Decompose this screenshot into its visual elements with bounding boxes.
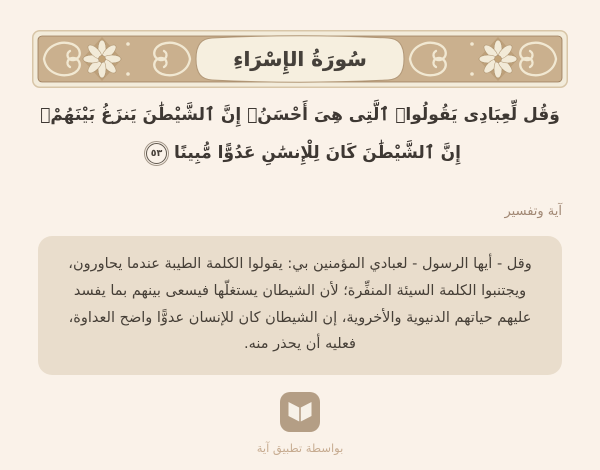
tafsir-text: وقل - أيها الرسول - لعبادي المؤمنين بي: يقولوا الكلمة الطيبة عندما يحاورون، ويجتنبوا الكلمة السيئة المنفِّرة؛ لأن الشيطان يستغلّها فيسعى بينهم بما يفسد عليهم حياتهم الدنيوية والأخروية، إن الشيطان كان للإنسان عدوًّا واضح العداوة، فعليه أن يحذر منه. bbox=[68, 256, 532, 353]
verse-arabic: وَقُل لِّعِبَادِى يَقُولُوا۟ ٱلَّتِى هِىَ أَحْسَنُۚ إِنَّ ٱلشَّيْطَٰنَ يَنزَغُ بَيْنَهُمْۚ إِنَّ ٱلشَّيْطَٰنَ كَانَ لِلْإِنسَٰنِ عَدُوًّا مُّبِينًا bbox=[40, 105, 560, 164]
surah-title: سُورَةُ الإِسْرَاءِ bbox=[233, 47, 367, 71]
ayah-end-marker bbox=[146, 143, 167, 164]
surah-banner bbox=[32, 30, 568, 88]
section-label: آية وتفسير bbox=[504, 204, 562, 219]
footer bbox=[0, 392, 600, 455]
open-book-icon bbox=[280, 392, 320, 432]
attribution-text: بواسطة تطبيق آية bbox=[256, 441, 344, 455]
verse-text bbox=[30, 96, 570, 173]
tafsir-card bbox=[38, 236, 562, 375]
ayah-number: ٥٣ bbox=[150, 147, 163, 159]
